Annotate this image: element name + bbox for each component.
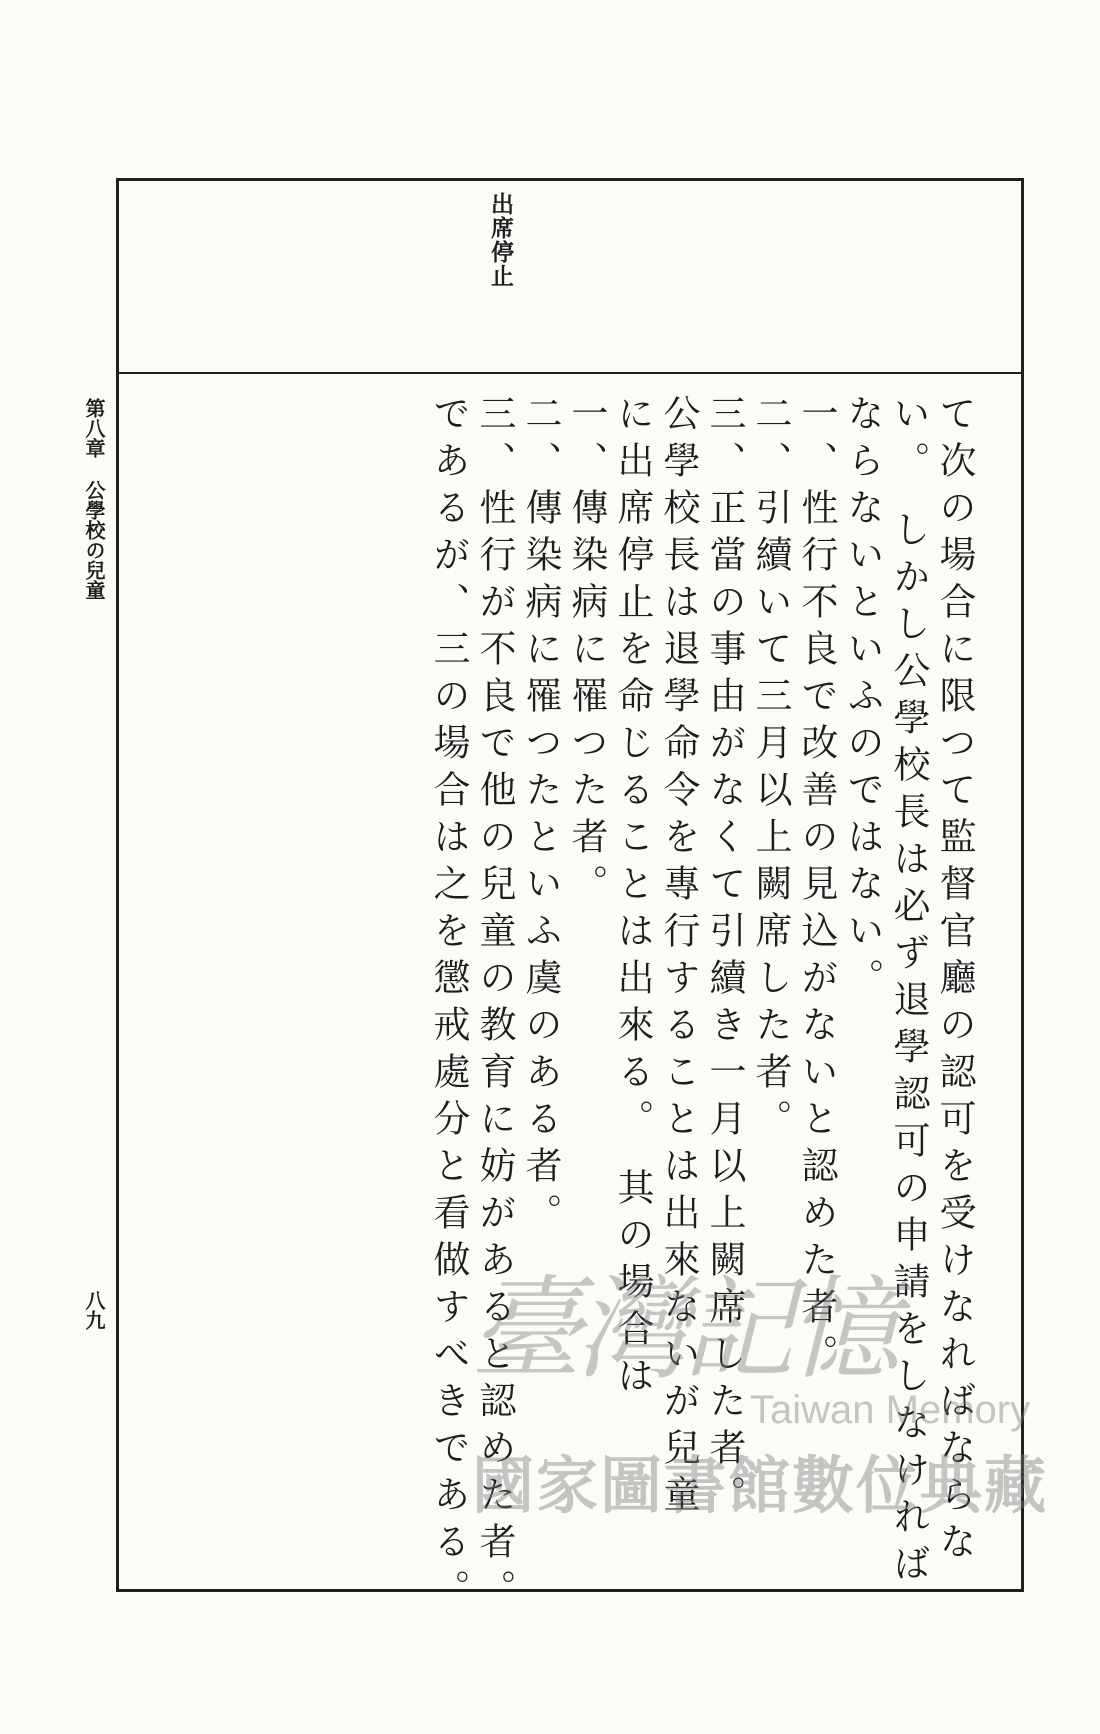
text-line: 一、性行不良で改善の見込がないと認めた者。	[795, 394, 838, 1381]
watermark-english: Taiwan Memory	[750, 1388, 1031, 1432]
text-line: であるが、三の場合は之を懲戒處分と看做すべきである。	[427, 394, 470, 1616]
body-text	[425, 394, 977, 1616]
page-number: 八九	[82, 1290, 106, 1330]
text-line: に出席停止を命じることは出來る。 其の場合は	[611, 394, 654, 1403]
header-divider	[116, 372, 1024, 374]
watermark-subtitle: 國家圖書館數位典藏	[472, 1449, 1049, 1522]
text-line: 二、傳染病に罹つたといふ虞のある者。	[519, 394, 562, 1240]
chapter-title: 公學校の兒童	[82, 480, 106, 600]
text-line: 二、引續いて三月以上闕席した者。	[749, 394, 792, 1146]
text-line: 一、傳染病に罹つた者。	[565, 394, 608, 911]
text-line: 三、性行が不良で他の兒童の教育に妨があると認めた者。	[473, 394, 516, 1616]
text-line: 公學校長は退學命令を專行することは出來ないが兒童	[657, 394, 700, 1522]
running-header	[82, 398, 106, 600]
section-label: 出席停止	[487, 192, 514, 288]
text-line: ならないといふのではない。	[841, 394, 884, 1005]
text-line: て次の場合に限つて監督官廳の認可を受けなればならな	[933, 394, 976, 1569]
text-line: 三、正當の事由がなくて引續き一月以上闕席した者。	[703, 394, 746, 1522]
watermark-logo: 臺灣記憶	[470, 1265, 894, 1395]
text-line: い。 しかし公學校長は必ず退學認可の申請をしなければ	[887, 394, 930, 1591]
chapter-number: 第八章	[82, 398, 106, 458]
